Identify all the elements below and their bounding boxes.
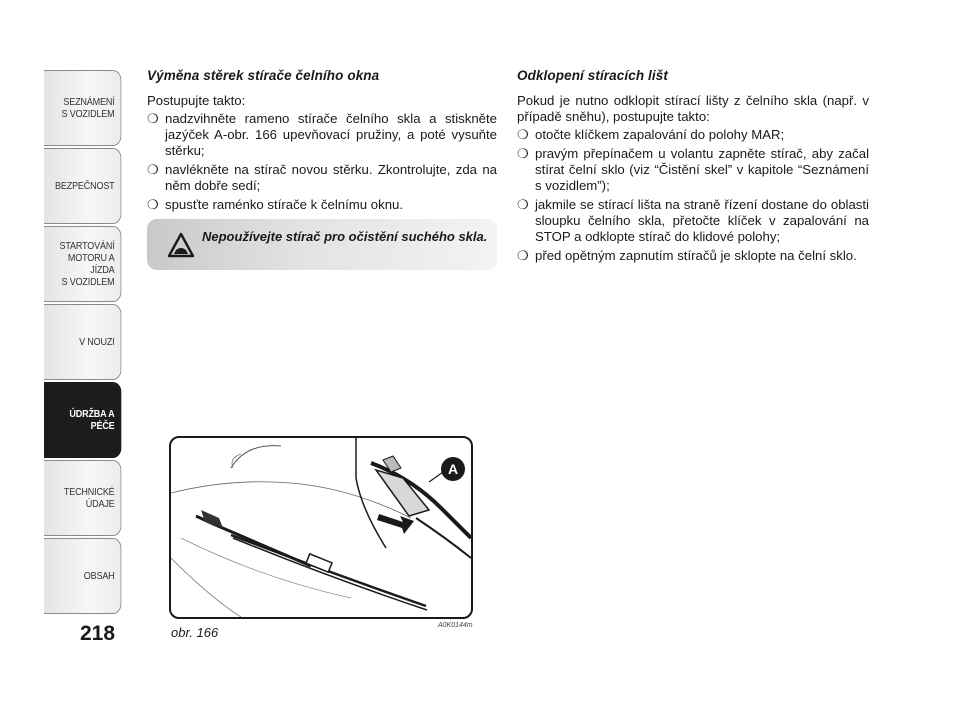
tab-v-nouzi[interactable]: V NOUZI [44,304,121,380]
right-column [517,68,869,267]
list-item: ❍ před opětným zapnutím stíračů je sklopte na čelní sklo. [517,248,857,263]
intro-text: Postupujte takto: [147,93,246,108]
bullet-icon: ❍ [517,197,529,212]
instruction-list [147,111,497,213]
warning-box [147,219,497,270]
tab-technicke-udaje[interactable]: TECHNICKÉ ÚDAJE [44,460,121,536]
bullet-icon: ❍ [517,127,529,142]
tab-seznameni[interactable]: SEZNÁMENÍ S VOZIDLEM [44,70,121,146]
wiper-illustration [171,438,471,617]
left-column [147,68,497,216]
tab-bezpecnost[interactable]: BEZPEČNOST [44,148,121,224]
instruction-list [517,127,869,264]
list-item: ❍ nadzvihněte rameno stírače čelního skla a stiskněte jazýček A-obr. 166 upevňovací pružiny, a poté vysuňte stěrku; [147,111,497,158]
tab-udrzba-active[interactable]: ÚDRŽBA A PÉČE [44,382,121,458]
section-heading-wiper-lift: Odklopení stíracích lišt [517,68,668,83]
bullet-icon: ❍ [147,162,159,177]
section-heading-wiper-blade: Výměna stěrek stírače čelního okna [147,68,380,83]
list-item: ❍ jakmile se stírací lišta na straně řízení dostane do oblasti sloupku čelního skla, přetočte klíček v zapalování na STOP a odklopte stírač do klidové polohy; [517,197,869,244]
page-number: 218 [80,622,116,645]
tab-obsah[interactable]: OBSAH [44,538,121,614]
figure-166 [169,436,473,619]
figure-caption: obr. 166 [171,625,219,640]
warning-text: Nepoužívejte stírač pro očistění suchého skla. [202,229,488,244]
intro-text: Pokud je nutno odklopit stírací lišty z čelního skla (např. v případě sněhu), postupujte takto: [517,93,869,124]
callout-a-label: A [447,461,459,477]
bullet-icon: ❍ [517,248,529,263]
bullet-icon: ❍ [517,146,529,161]
bullet-icon: ❍ [147,111,159,126]
warning-triangle-icon [167,232,195,258]
bullet-icon: ❍ [147,197,159,212]
list-item: ❍ spusťte raménko stírače k čelnímu oknu. [147,197,404,212]
figure-code: A0K0144m [438,622,473,629]
list-item: ❍ otočte klíčkem zapalování do polohy MAR; [517,127,785,142]
tab-startovani[interactable]: STARTOVÁNÍ MOTORU A JÍZDA S VOZIDLEM [44,226,121,302]
list-item: ❍ pravým přepínačem u volantu zapněte stírač, aby začal stírat čelní sklo (viz “Čistění skel” v kapitole “Seznámení s vozidlem”); [517,146,869,193]
list-item: ❍ navlékněte na stírač novou stěrku. Zkontrolujte, zda na něm dobře sedí; [147,162,497,193]
